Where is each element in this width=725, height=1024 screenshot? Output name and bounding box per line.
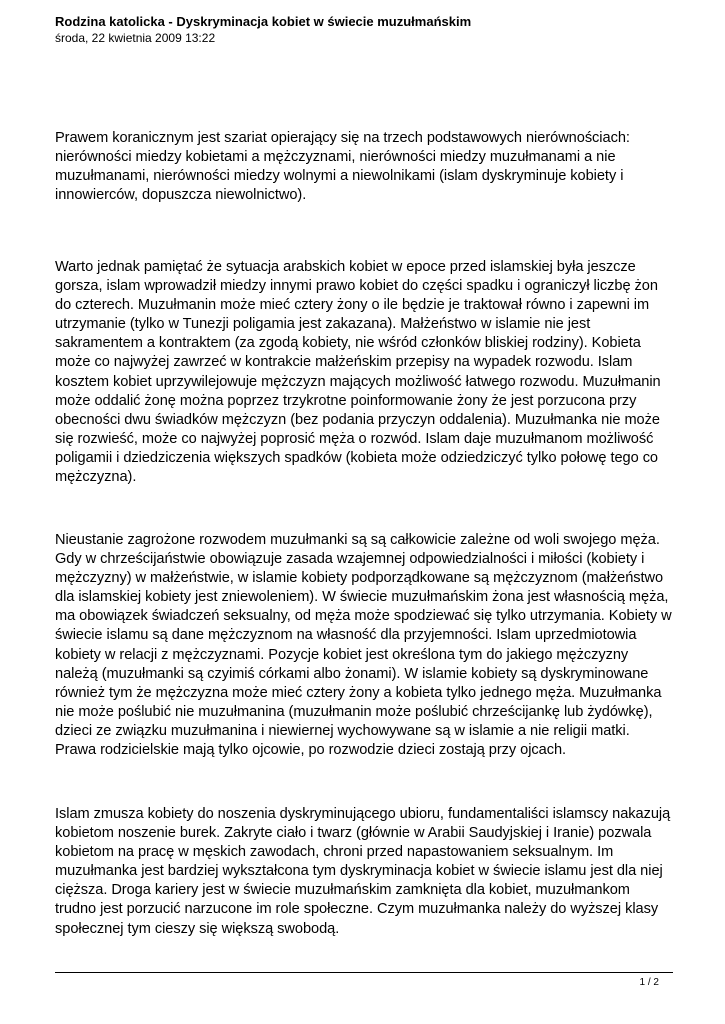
page-number: 1 / 2 [639,977,659,988]
body-paragraph-2: Warto jednak pamiętać że sytuacja arabskich kobiet w epoce przed islamskiej była jeszcze gorsza, islam wprowadził miedzy innymi prawo kobiet do części spadku i ograniczył liczbę żon do czterech. Muzułmanin może mieć cztery żony o ile będzie je traktował równo i zapewni im utrzymanie (tylko w Tunezji poligamia jest zakazana). Małżeństwo w islamie nie jest sakramentem a kontraktem (za zgodą kobiety, nie wśród członków bliskiej rodziny). Kobieta może co najwyżej zawrzeć w kontrakcie małżeńskim przepisy na wypadek rozwodu. Islam kosztem kobiet uprzywilejowuje mężczyzn mających możliwość łatwego rozwodu. Muzułmanin może oddalić żonę można poprzez trzykrotne poinformowanie żony że jest porzucona przy obecności dwu świadków mężczyzn (bez podania przyczyn oddalenia). Muzułmanka nie może się rozwieść, może co najwyżej poprosić męża o rozwód. Islam daje muzułmanom możliwość poligamii i dziedziczenia większych spadków (kobieta może odziedziczyć tylko połowę tego co mężczyzna). [55,259,661,486]
footer-divider [55,972,673,973]
document-header [55,14,675,46]
body-paragraph-4: Islam zmusza kobiety do noszenia dyskryminującego ubioru, fundamentaliści islamscy nakazują kobietom noszenie burek. Zakryte ciało i twarz (głównie w Arabii Saudyjskiej i Iranie) pozwala kobietom na pracę w męskich zawodach, chroni przed napastowaniem seksualnym. Im muzułmanka jest bardziej wykształcona tym dyskryminacja kobiet w świecie islamu jest dla niej cięższa. Droga kariery jest w świecie muzułmańskim zamknięta dla kobiet, muzułmankom trudno jest porzucić narzucone im role społeczne. Czym muzułmanka należy do wyższej klasy społecznej tym cieszy się większą swobodą. [55,806,671,937]
body-paragraph-3: Nieustanie zagrożone rozwodem muzułmanki są są całkowicie zależne od woli swojego męża. Gdy w chrześcijaństwie obowiązuje zasada wzajemnej odpowiedzialności i miłości (kobiety i mężczyzny) w małżeństwie, w islamie kobiety podporządkowane są mężczyznom (małżeństwo dla islamskiej kobiety jest zniewoleniem). W świecie muzułmańskim żona jest własnością męża, ma obowiązek świadczeń seksualny, od męża może spodziewać się tylko utrzymania. Kobiety w świecie islamu są dane mężczyznom na własność dla przyjemności. Islam uprzedmiotowia kobiety w relacji z mężczyznami. Pozycje kobiet jest określona tym do jakiego mężczyzny należą (muzułmanki są czyimiś córkami albo żonami). W islamie kobiety są dyskryminowane również tym że mężczyzna może mieć cztery żony a kobieta tylko jednego męża. Muzułmanka nie może poślubić nie muzułmanina (muzułmanin może poślubić chrześcijankę lub żydówkę), dzieci ze związku muzułmanina i niewiernej wychowywane są w islamie a nie religii matki. Prawa rodzicielskie mają tylko ojcowie, po rozwodzie dzieci zostają przy ojcach. [55,532,672,759]
document-date: środa, 22 kwietnia 2009 13:22 [55,31,216,45]
body-paragraph-1: Prawem koranicznym jest szariat opierający się na trzech podstawowych nierównościach: nierówności miedzy kobietami a mężczyznami, nierówności miedzy muzułmanami a nie muzułmanami, nierówności miedzy wolnymi a niewolnikami (islam dyskryminuje kobiety i innowierców, dopuszcza niewolnictwo). [55,130,630,204]
document-title: Rodzina katolicka - Dyskryminacja kobiet w świecie muzułmańskim [55,14,472,29]
